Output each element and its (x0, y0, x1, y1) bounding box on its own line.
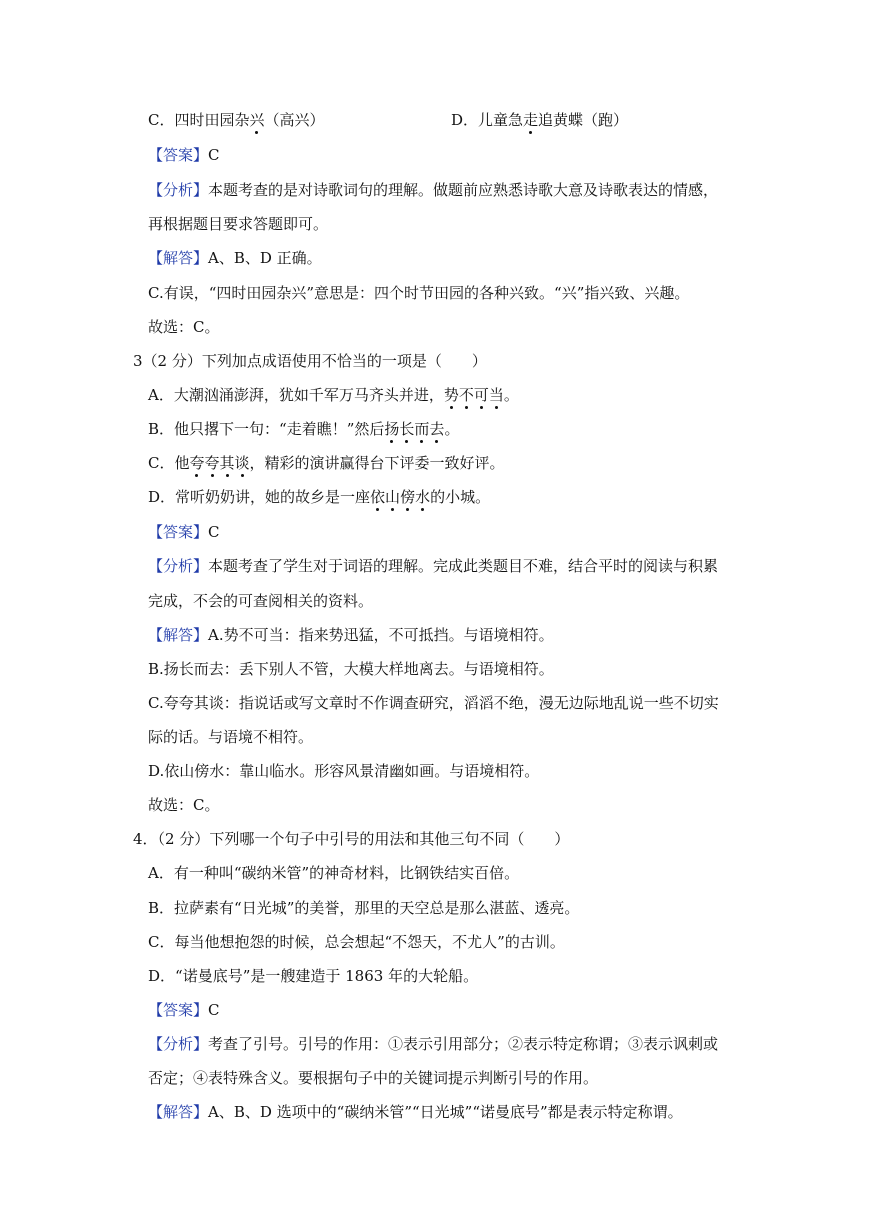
q3-stem: 3（2 分）下列加点成语使用不恰当的一项是（ ） (133, 352, 487, 370)
analysis-tag: 【分析】 (148, 1035, 209, 1053)
solution-tag: 【解答】 (148, 1103, 209, 1121)
q4-analysis-line-1: 【分析】考查了引号。引号的作用：①表示引用部分；②表示特定称谓；③表示讽刺或 (148, 1035, 719, 1053)
solution-tag: 【解答】 (148, 626, 209, 644)
q3-solution-line-3: C.夸夸其谈：指说话或写文章时不作调查研究，滔滔不绝，漫无边际地乱说一些不切实 (148, 694, 719, 712)
q3-analysis-line-2: 完成，不会的可查阅相关的资料。 (148, 592, 374, 610)
q2-option-c: C．四时田园杂兴（高兴） (148, 111, 325, 129)
q3-solution-line-4: 际的话。与语境不相符。 (148, 728, 314, 746)
q2-choice: 故选：C。 (148, 318, 220, 336)
solution-tag: 【解答】 (148, 249, 209, 267)
q2-answer: 【答案】C (148, 146, 220, 164)
q4-answer: 【答案】C (148, 1001, 220, 1019)
answer-tag: 【答案】 (148, 146, 209, 164)
answer-tag: 【答案】 (148, 523, 209, 541)
analysis-tag: 【分析】 (148, 181, 209, 199)
q4-solution-line-1: 【解答】A、B、D 选项中的“碳纳米管”“日光城”“诺曼底号”都是表示特定称谓。 (148, 1103, 683, 1121)
q2-analysis-line-1: 【分析】本题考查的是对诗歌词句的理解。做题前应熟悉诗歌大意及诗歌表达的情感， (148, 181, 719, 199)
q2-analysis-line-2: 再根据题目要求答题即可。 (148, 215, 329, 233)
q4-option-c: C．每当他想抱怨的时候，总会想起“不怨天，不尤人”的古训。 (148, 933, 565, 951)
q3-choice: 故选：C。 (148, 796, 220, 814)
q2-solution-line-2: C.有误，“四时田园杂兴”意思是：四个时节田园的各种兴致。“兴”指兴致、兴趣。 (148, 284, 690, 302)
q3-option-d: D．常听奶奶讲，她的故乡是一座依山傍水的小城。 (148, 488, 491, 506)
q4-option-b: B．拉萨素有“日光城”的美誉，那里的天空总是那么湛蓝、透亮。 (148, 899, 580, 917)
q4-stem: 4．（2 分）下列哪一个句子中引号的用法和其他三句不同（ ） (133, 830, 570, 848)
q4-analysis-line-2: 否定；④表特殊含义。要根据句子中的关键词提示判断引号的作用。 (148, 1069, 599, 1087)
q4-option-a: A．有一种叫“碳纳米管”的神奇材料，比钢铁结实百倍。 (148, 864, 520, 882)
q3-solution-line-2: B.扬长而去：丢下别人不管，大模大样地离去。与语境相符。 (148, 660, 554, 678)
q3-option-c: C．他夸夸其谈，精彩的演讲赢得台下评委一致好评。 (148, 454, 505, 472)
q4-option-d: D．“诺曼底号”是一艘建造于 1863 年的大轮船。 (148, 967, 479, 985)
q3-answer: 【答案】C (148, 523, 220, 541)
q3-solution-line-1: 【解答】A.势不可当：指来势迅猛，不可抵挡。与语境相符。 (148, 626, 554, 644)
q2-option-d: D．儿童急走追黄蝶（跑） (451, 111, 629, 129)
q3-option-a: A．大潮汹涌澎湃，犹如千军万马齐头并进，势不可当。 (148, 386, 519, 404)
answer-tag: 【答案】 (148, 1001, 209, 1019)
analysis-tag: 【分析】 (148, 557, 209, 575)
q3-solution-line-5: D.依山傍水：靠山临水。形容风景清幽如画。与语境相符。 (148, 762, 540, 780)
q3-option-b: B．他只撂下一句：“走着瞧！”然后扬长而去。 (148, 420, 460, 438)
q3-analysis-line-1: 【分析】本题考查了学生对于词语的理解。完成此类题目不难，结合平时的阅读与积累 (148, 557, 719, 575)
q2-solution-line-1: 【解答】A、B、D 正确。 (148, 249, 322, 267)
